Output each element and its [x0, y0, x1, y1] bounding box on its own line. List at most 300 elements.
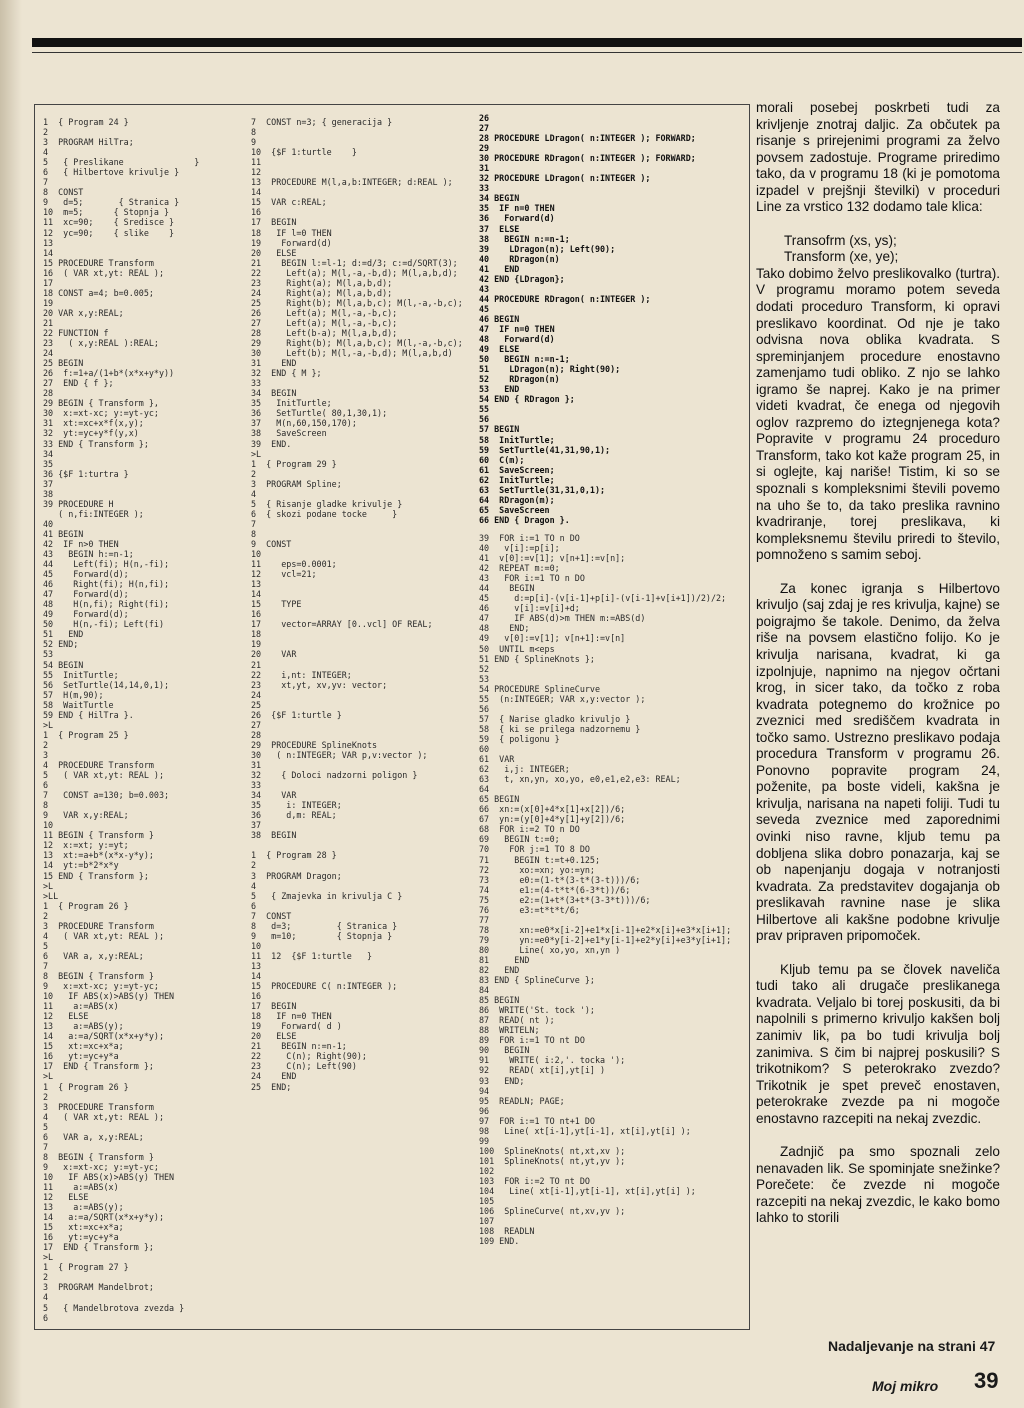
code-line: 6 [43, 780, 49, 791]
code-line: 61 SaveScreen; [479, 464, 555, 475]
code-line: 29 [479, 143, 490, 154]
code-line: 43 FOR i:=1 TO n DO [479, 573, 585, 584]
code-line: 15 PROCEDURE Transform [43, 257, 154, 268]
code-line: 70 FOR j:=1 TO 8 DO [479, 844, 590, 855]
code-line: 27 [251, 719, 262, 730]
code-line: 34 BEGIN [251, 388, 297, 399]
code-line: 36 SetTurtle( 80,1,30,1); [251, 408, 388, 419]
code-line: 38 SaveScreen [251, 428, 327, 439]
code-line: 1 { Program 29 } [251, 458, 337, 469]
code-line: 40 RDragon(n) [479, 253, 560, 264]
code-line: 48 END; [479, 623, 530, 634]
code-line: 53 END [479, 384, 520, 395]
code-line: 12 ELSE [43, 1192, 89, 1203]
code-line: 49 v[0]:=v[1]; v[n+1]:=v[n] [479, 633, 626, 644]
code-line: 11 a:=ABS(x) [43, 1001, 119, 1012]
code-line: 34 [43, 448, 54, 459]
code-line: 94 [479, 1085, 490, 1096]
code-line: 37 M(n,60,150,170); [251, 418, 357, 429]
code-line: 49 ELSE [479, 344, 520, 355]
code-line: 38 BEGIN [251, 830, 297, 841]
code-line: 29 BEGIN { Transform }, [43, 398, 159, 409]
code-line: 11 12 {$F 1:turtle } [251, 950, 373, 961]
code-line: 49 Forward(d); [43, 609, 129, 620]
code-line: >L [251, 448, 262, 459]
code-line: 6 [43, 1312, 49, 1323]
code-line: 7 [251, 518, 257, 529]
code-line: >L [43, 880, 54, 891]
code-line: 20 VAR x,y:REAL; [43, 307, 124, 318]
magazine-name: Moj mikro [872, 1378, 939, 1394]
code-line: 27 END { f }; [43, 378, 114, 389]
code-line: 26 Left(a); M(l,-a,-b,c); [251, 307, 398, 318]
code-line: 9 VAR x,y:REAL; [43, 810, 129, 821]
code-line: >L [43, 719, 54, 730]
code-line: 26 f:=1+a/(1+b*(x*x+y*y)) [43, 368, 175, 379]
code-line: >L [43, 1252, 54, 1263]
code-line: 41 v[0]:=v[1]; v[n+1]:=v[n]; [479, 553, 626, 564]
code-line: 81 END [479, 954, 530, 965]
code-line: 86 WRITE('St. tock '); [479, 1005, 595, 1016]
code-line: 63 t, xn,yn, xo,yo, e0,e1,e2,e3: REAL; [479, 774, 681, 785]
code-line: 34 VAR [251, 790, 297, 801]
code-line: 7 [43, 1141, 49, 1152]
code-line: 15 END { Transform }; [43, 870, 149, 881]
code-line: 1 { Program 28 } [251, 850, 337, 861]
code-line: 20 ELSE [251, 247, 297, 258]
code-line: 24 [43, 348, 54, 359]
code-line: 11 eps=0.0001; [251, 559, 337, 570]
code-line: 8 d=3; { Stranica } [251, 920, 398, 931]
code-line: 26 [479, 113, 490, 123]
header-rule [32, 38, 1022, 47]
code-line: 100 SplineKnots( nt,xt,xv ); [479, 1145, 626, 1156]
code-line: 32 END { M }; [251, 368, 322, 379]
code-line: 35 i: INTEGER; [251, 800, 342, 811]
code-line: 18 CONST a=4; b=0.005; [43, 287, 154, 298]
code-line: 41 END [479, 263, 520, 274]
code-line: 31 xt:=xc+x*f(x,y); [43, 418, 144, 429]
code-line: 35 InitTurtle; [251, 398, 332, 409]
code-line: 6 { Hilbertove krivulje } [43, 167, 180, 178]
page-number: 39 [974, 1368, 999, 1393]
code-line: Transofrm (xs, ys); [784, 232, 897, 248]
code-line: 4 PROCEDURE Transform [43, 760, 154, 770]
code-line: 39 PROCEDURE H [43, 498, 114, 509]
code-line: 93 END; [479, 1075, 525, 1086]
code-line: 90 BEGIN [479, 1045, 530, 1056]
code-line: 67 yn:=(y[0]+4*y[1]+y[2])/6; [479, 814, 626, 825]
code-line: 11 a:=ABS(x) [43, 1181, 119, 1192]
code-line: 17 vector=ARRAY [0..vcl] OF REAL; [251, 619, 433, 630]
code-line: 10 IF ABS(x)>ABS(y) THEN [43, 1171, 175, 1182]
code-line: 16 [251, 207, 262, 218]
code-line: 5 { Mandelbrotova zvezda } [43, 1302, 185, 1313]
code-line: 39 LDragon(n); Left(90); [479, 243, 616, 254]
code-line: 77 [479, 914, 490, 925]
code-line: 96 [479, 1105, 490, 1116]
code-line: 3 [43, 749, 49, 760]
code-line: 9 d=5; { Stranica } [43, 197, 180, 208]
code-line: 45 d:=p[i]-(v[i-1]+p[i]-(v[i-1]+v[i+1])/2)/2; [479, 593, 727, 604]
code-line: 57 { Narise gladko krivuljo } [479, 713, 631, 724]
code-line: 53 [479, 673, 490, 684]
code-line: 7 [43, 960, 49, 971]
code-line: 9 x:=xt-xc; y:=yt-yc; [43, 981, 159, 992]
code-line: 7 CONST a=130; b=0.003; [43, 790, 170, 801]
code-line: 14 a:=a/SQRT(x*x+y*y); [43, 1212, 165, 1223]
code-listing-box [34, 104, 750, 1330]
code-line: 85 BEGIN [479, 995, 520, 1006]
code-line: 22 FUNCTION f [43, 327, 109, 338]
code-line: 36 Forward(d) [479, 213, 555, 224]
code-line: 20 VAR [251, 649, 297, 660]
code-line: 25 END; [251, 1081, 292, 1092]
code-line: 43 [479, 283, 490, 294]
code-line: 6 VAR a, x,y:REAL; [43, 950, 144, 961]
code-line: 17 END { Transform }; [43, 1242, 154, 1253]
article-paragraph: Zadnjič pa smo spoznali zelo nenavaden lik. Se spominjate snežinke? Porečete: če zvezde ni mogoče razcepiti na nekaj zvezdic, le kako bomo lahko to storili [756, 1144, 1000, 1226]
code-line: 35 IF n=0 THEN [479, 203, 555, 214]
article-paragraph: morali posebej poskrbeti tudi za krivljenje znotraj daljic. Za občutek pa risanje s prirejenimi programi za želvo povsem zadostuje. Programe priredimo tako, da v programu 18 (ki je pomotoma izpadel v prejšnji številki) v proceduri Line za vrstico 132 dodamo tale klica: [756, 100, 1000, 215]
code-line: 12 x:=xt; y:=yt; [43, 840, 129, 851]
code-line: 80 Line( xo,yo, xn,yn ) [479, 944, 621, 955]
code-line: 62 InitTurtle; [479, 474, 555, 485]
code-line: 50 BEGIN n:=n-1; [479, 354, 570, 365]
code-line: 54 END { RDragon }; [479, 394, 575, 405]
code-line: 102 [479, 1165, 495, 1176]
code-line: 50 UNTIL m<eps [479, 643, 555, 654]
code-line: 8 [43, 800, 49, 811]
code-line: 22 C(n); Right(90); [251, 1051, 367, 1062]
code-line: 30 Left(b); M(l,-a,-b,d); M(l,a,b,d) [251, 348, 453, 359]
code-line: 56 [479, 703, 490, 714]
code-line: 62 i,j: INTEGER; [479, 764, 570, 775]
code-line: 27 [479, 123, 490, 134]
code-line: 11 [251, 157, 262, 168]
code-line: 4 ( VAR xt,yt: REAL ); [43, 1111, 165, 1122]
code-line: 51 END { SplineKnots }; [479, 653, 595, 664]
code-line: 1 { Program 25 } [43, 729, 129, 740]
code-line: >LL [43, 890, 59, 901]
code-line: 7 CONST [251, 910, 292, 921]
code-line: 17 BEGIN [251, 217, 297, 228]
code-line: 19 Forward( d ) [251, 1021, 342, 1032]
code-line: 2 [43, 127, 49, 138]
code-line: 18 IF n=0 THEN [251, 1011, 332, 1022]
listing-column-3 [479, 113, 779, 525]
code-line: 58 InitTurtle; [479, 434, 555, 445]
code-line: 44 BEGIN [479, 583, 535, 594]
code-line: 88 WRITELN; [479, 1025, 540, 1036]
footer-brand [872, 1362, 1002, 1392]
code-line: 16 yt:=yc+y*a [43, 1232, 119, 1243]
code-line: 31 [251, 760, 262, 770]
code-line: 69 BEGIN t:=0; [479, 834, 560, 845]
code-line: 9 m=10; { Stopnja } [251, 930, 393, 941]
code-line: 91 WRITE( i:2,'. tocka '); [479, 1055, 626, 1066]
code-line: 60 [479, 743, 490, 754]
code-line: 15 PROCEDURE C( n:INTEGER ); [251, 981, 398, 992]
code-line: 79 yn:=e0*y[i-2]+e1*y[i-1]+e2*y[i]+e3*y[i+1]; [479, 934, 732, 945]
code-line: 64 RDragon(m); [479, 494, 555, 505]
code-line: 47 Forward(d); [43, 589, 129, 600]
code-line: 2 [251, 860, 257, 871]
code-line: 2 [251, 468, 257, 479]
code-line: 12 vcl=21; [251, 569, 317, 580]
code-line: 9 [251, 137, 257, 148]
code-line: 83 END { SplineCurve }; [479, 975, 595, 986]
code-line: 37 [43, 478, 54, 489]
code-line: 2 [43, 1091, 49, 1102]
code-line: 19 Forward(d) [251, 237, 332, 248]
code-line: 13 PROCEDURE M(l,a,b:INTEGER; d:REAL ); [251, 177, 453, 188]
code-line: 106 SplineCurve( nt,xv,yv ); [479, 1206, 626, 1217]
code-line: 65 BEGIN [479, 794, 520, 805]
code-line: 99 [479, 1135, 490, 1146]
code-line: 51 LDragon(n); Right(90); [479, 364, 621, 375]
code-line: 17 [43, 277, 54, 288]
code-line: 11 xc=90; { Sredisce } [43, 217, 175, 228]
code-line: 21 BEGIN l:=l-1; d:=d/3; c:=d/SQRT(3); [251, 257, 458, 268]
code-line: 1 { Program 24 } [43, 117, 129, 127]
article-code-snippet [784, 233, 1000, 266]
code-line: Transform (xe, ye); [784, 249, 899, 265]
code-line: 4 [43, 1292, 49, 1303]
code-line: 51 END [43, 629, 84, 640]
code-line: 14 [251, 187, 262, 198]
code-line: 4 [43, 147, 49, 158]
code-line: 5 { Zmajevka in krivulja C } [251, 890, 403, 901]
code-line: 48 H(n,fi); Right(fi); [43, 599, 170, 610]
listing-column-4 [479, 533, 779, 1246]
code-line: 56 [479, 414, 490, 425]
code-line: 32 PROCEDURE LDragon( n:INTEGER ); [479, 173, 651, 184]
code-line: 3 PROGRAM Dragon; [251, 870, 342, 881]
code-line: 30 ( n:INTEGER; VAR p,v:vector ); [251, 749, 428, 760]
code-line: 103 FOR i:=2 TO nt DO [479, 1176, 590, 1186]
code-line: 13 [43, 237, 54, 248]
code-line: 98 Line( xt[i-1],yt[i-1], xt[i],yt[i] ); [479, 1125, 691, 1136]
article-paragraph: Za konec igranja s Hilbertovo krivuljo (saj zdaj je res krivulja, kajne) se poigrajmo še takole. Denimo, da želva riše na povsem elastično folijo. Ko je krivulja narisana, kvadrat, ki ga izpolnjuje, napnimo na njegov očrtani krog, in sicer tako, da točko z roba kvadrata potegnemo do krožnice po zveznici med središčem kvadrata in točko samo. Ustrezno preslikavo podaja procedura Transform v programu 26. Ponovno popravite program 24, poženite, pa boste videli, kakšna je krivulja, narisana na napeti foliji. Tudi tu seveda zveznice med zaporednimi ovinki niso ravne, kljub temu pa dobljena slika dobro ponazarja, kaj se ob napenjanju dogaja v notranjosti kvadrata. Za predstavitev dogajanja ob preslikavah ravnine nase je slika Hilbertove ali kakšne podobne krivulje prav pripraven pripomoček. [756, 580, 1000, 944]
code-line: 10 {$F 1:turtle } [251, 147, 357, 158]
code-line: 104 Line( xt[i-1],yt[i-1], xt[i],yt[i] ); [479, 1186, 696, 1197]
code-line: 2 [43, 1272, 49, 1283]
code-line: 52 END; [43, 639, 79, 650]
code-line: 1 { Program 27 } [43, 1262, 129, 1273]
code-line: 73 e0:=(1-t*(3-t*(3-t)))/6; [479, 874, 641, 885]
code-line: 42 REPEAT m:=0; [479, 563, 560, 574]
code-line: 66 xn:=(x[0]+4*x[1]+x[2])/6; [479, 804, 626, 815]
header-rule-thin [32, 52, 1022, 53]
code-line: 14 [43, 247, 54, 258]
code-line: 63 SetTurtle(31,31,0,1); [479, 484, 606, 495]
code-line: 20 ELSE [251, 1031, 297, 1042]
code-line: ( n,fi:INTEGER ); [43, 508, 144, 519]
code-line: 39 END. [251, 438, 292, 449]
code-line: 46 BEGIN [479, 313, 520, 324]
code-line: 95 READLN; PAGE; [479, 1095, 565, 1106]
code-line: 9 x:=xt-xc; y:=yt-yc; [43, 1161, 159, 1172]
code-line: 25 Right(b); M(l,a,b,c); M(l,-a,-b,c); [251, 297, 463, 308]
code-line: 13 [251, 960, 262, 971]
code-line: 14 a:=a/SQRT(x*x+y*y); [43, 1031, 165, 1042]
code-line: 32 { Doloci nadzorni poligon } [251, 770, 418, 781]
code-line: 56 SetTurtle(14,14,0,1); [43, 679, 170, 690]
code-line: 22 i,nt: INTEGER; [251, 669, 352, 680]
code-line: 6 [251, 900, 257, 911]
code-line: 17 BEGIN [251, 1001, 297, 1012]
code-line: 71 BEGIN t:=t+0.125; [479, 854, 601, 865]
code-line: 36 {$F 1:turtra } [43, 468, 129, 479]
code-line: 37 [251, 820, 262, 831]
code-line: 13 [251, 579, 262, 590]
code-line: 18 IF l=0 THEN [251, 227, 332, 238]
code-line: 75 e2:=(1+t*(3+t*(3-3*t)))/6; [479, 894, 651, 905]
code-line: 23 Right(a); M(l,a,b,d); [251, 277, 393, 288]
code-line: 3 PROCEDURE Transform [43, 1101, 154, 1112]
code-line: 12 [251, 167, 262, 178]
code-line: 4 [251, 880, 257, 891]
code-line: 5 [43, 1121, 49, 1132]
code-line: 14 [251, 970, 262, 981]
code-line: 50 H(n,-fi); Left(fi) [43, 619, 165, 630]
code-line: 1 { Program 26 } [43, 900, 129, 911]
code-line: 16 yt:=yc+y*a [43, 1051, 119, 1062]
code-line: 55 [479, 404, 490, 415]
code-line: 34 BEGIN [479, 193, 520, 204]
code-line: 54 PROCEDURE SplineCurve [479, 683, 601, 694]
code-line: 26 {$F 1:turtle } [251, 709, 342, 720]
article-paragraph: Kljub temu pa se človek naveliča tudi tako ali drugače preslikanega kvadrata. Veljalo bi torej poskusiti, da bi napolnili s primerno krivuljo kakšen bolj zanimiv lik, pa bo tudi krivulja bolj zanimiva. S čim bi najprej poskusili? S trikotnikom? S peterokrako zvezdo? Trikotnik je spet preveč enostaven, peterokrake zvezde pa ni mogoče enostavno razcepiti na nekaj zvezdic. [756, 961, 1000, 1126]
code-line: 13 a:=ABS(y); [43, 1202, 124, 1213]
code-line: 57 BEGIN [479, 424, 520, 435]
continuation-note: Nadaljevanje na strani 47 [828, 1338, 996, 1354]
code-line: 38 BEGIN n:=n-1; [479, 233, 570, 244]
code-line: 3 PROGRAM Mandelbrot; [43, 1282, 154, 1293]
code-line: 105 [479, 1196, 495, 1207]
code-line: 15 xt:=xc+x*a; [43, 1222, 124, 1233]
code-line: 19 [43, 297, 54, 308]
code-line: 45 [479, 303, 490, 314]
code-line: 5 ( VAR xt,yt: REAL ); [43, 770, 165, 781]
code-line: 32 yt:=yc+y*f(y,x) [43, 428, 139, 439]
code-line: 31 END [251, 358, 297, 369]
code-line: 10 m=5; { Stopnja } [43, 207, 170, 218]
code-line: 108 READLN [479, 1226, 535, 1237]
code-line: 82 END [479, 965, 520, 976]
code-line: 15 TYPE [251, 599, 302, 610]
code-line: 72 xo:=xn; yo:=yn; [479, 864, 595, 875]
code-line: 89 FOR i:=1 TO nt DO [479, 1035, 585, 1046]
code-line: 59 END { HilTra }. [43, 709, 134, 720]
code-line: 3 PROGRAM Spline; [251, 478, 342, 489]
code-line: 28 [43, 388, 54, 399]
code-line: 16 ( VAR xt,yt: REAL ); [43, 267, 165, 278]
code-line: 54 BEGIN [43, 659, 84, 670]
code-line: 30 PROCEDURE RDragon( n:INTEGER ); FORWARD; [479, 153, 696, 164]
code-line: 10 IF ABS(x)>ABS(y) THEN [43, 991, 175, 1002]
code-line: 24 END [251, 1071, 297, 1082]
code-line: 47 IF ABS(d)>m THEN m:=ABS(d) [479, 613, 646, 624]
code-line: 7 [43, 177, 49, 188]
code-line: 4 ( VAR xt,yt: REAL ); [43, 930, 165, 941]
code-line: 2 [43, 739, 49, 750]
code-line: 33 [251, 780, 262, 791]
code-line: 24 [251, 689, 262, 700]
code-line: 8 BEGIN { Transform } [43, 1151, 154, 1162]
code-line: 5 [43, 940, 49, 951]
code-line: 33 [479, 183, 490, 194]
code-line: 28 Left(b-a); M(l,a,b,d); [251, 327, 398, 338]
code-line: 101 SplineKnots( nt,yt,yv ); [479, 1155, 626, 1166]
listing-column-1 [43, 117, 235, 1323]
code-line: 3 PROGRAM HilTra; [43, 137, 134, 148]
code-line: 29 PROCEDURE SplineKnots [251, 739, 378, 750]
code-line: 58 WaitTurtle [43, 699, 114, 710]
code-line: 35 [43, 458, 54, 469]
listing-column-2 [251, 117, 503, 1092]
code-line: 21 BEGIN n:=n-1; [251, 1041, 347, 1052]
code-line: 61 VAR [479, 754, 515, 765]
code-line: 4 [251, 488, 257, 499]
code-line: 97 FOR i:=1 TO nt+1 DO [479, 1115, 595, 1126]
code-line: 29 Right(b); M(l,a,b,c); M(l,-a,-b,c); [251, 338, 463, 349]
code-line: 47 IF n=0 THEN [479, 323, 555, 334]
code-line: 33 [251, 378, 262, 389]
code-line: 59 SetTurtle(41,31,90,1); [479, 444, 611, 455]
code-line: 14 [251, 589, 262, 600]
code-line: 5 { Risanje gladke krivulje } [251, 498, 403, 509]
code-line: 57 H(m,90); [43, 689, 104, 700]
code-line: 109 END. [479, 1236, 520, 1247]
article-text [756, 100, 1000, 1227]
code-line: 46 Right(fi); H(n,fi); [43, 579, 170, 590]
code-line: 22 Left(a); M(l,-a,-b,d); M(l,a,b,d); [251, 267, 458, 278]
code-line: 39 FOR i:=1 TO n DO [479, 533, 580, 543]
code-line: 8 [251, 127, 257, 138]
code-line: 33 END { Transform }; [43, 438, 149, 449]
code-line: 84 [479, 985, 490, 996]
code-line: 6 VAR a, x,y:REAL; [43, 1131, 144, 1142]
code-line: 36 d,m: REAL; [251, 810, 337, 821]
code-line: 23 xt,yt, xv,yv: vector; [251, 679, 388, 690]
code-line: 53 [43, 649, 54, 660]
code-line: 48 Forward(d) [479, 334, 555, 345]
code-line: 8 [251, 528, 257, 539]
code-line: 58 { ki se prilega nadzornemu } [479, 723, 641, 734]
code-line: 45 Forward(d); [43, 569, 129, 580]
code-line: 28 PROCEDURE LDragon( n:INTEGER ); FORWARD; [479, 133, 696, 144]
code-line: 40 v[i]:=p[i]; [479, 543, 560, 554]
code-line: 7 CONST n=3; { generacija } [251, 117, 393, 127]
code-line: 12 yc=90; { slike } [43, 227, 175, 238]
code-line: 6 { skozi podane tocke } [251, 508, 398, 519]
code-line: 25 BEGIN [43, 358, 84, 369]
code-line: 52 [479, 663, 490, 674]
code-line: 38 [43, 488, 54, 499]
code-line: 14 yt:=b*2*x*y [43, 860, 119, 871]
article-paragraph: Tako dobimo želvo preslikovalko (turtra). V programu moramo potem seveda dodati proceduro Transform, ki opravi preslikavo koordinat. Od nje je tako odvisna nova oblika kvadrata. S spreminjanjem procedure enostavno zamenjamo tudi obliko. Z njo se lahko igramo še naprej. Kako je na primer videti kvadrat, če enega od njegovih oglov razpremo do iztegnjenega kota? Popravite v programu 24 proceduro Transform, tako kot kaže program 25, in si oglejte, kaj nariše! Tistim, ki so se spoznali s kompleksnimi števili povemo na uho še to, da tako preslika ravnino kvadriranje, torej preslikava, ki kompleksnemu številu priredi to število, pomnoženo s samim seboj. [756, 265, 1000, 563]
code-line: 44 Left(fi); H(n,-fi); [43, 559, 170, 570]
code-line: 78 xn:=e0*x[i-2]+e1*x[i-1]+e2*x[i]+e3*x[i+1]; [479, 924, 732, 935]
code-line: 68 FOR i:=2 TO n DO [479, 824, 580, 835]
code-line: 13 xt:=a+b*(x*x-y*y); [43, 850, 154, 861]
code-line [251, 840, 503, 850]
code-line: 16 [251, 609, 262, 620]
code-line: 5 { Preslikane } [43, 157, 200, 168]
code-line: 55 InitTurtle; [43, 669, 119, 680]
